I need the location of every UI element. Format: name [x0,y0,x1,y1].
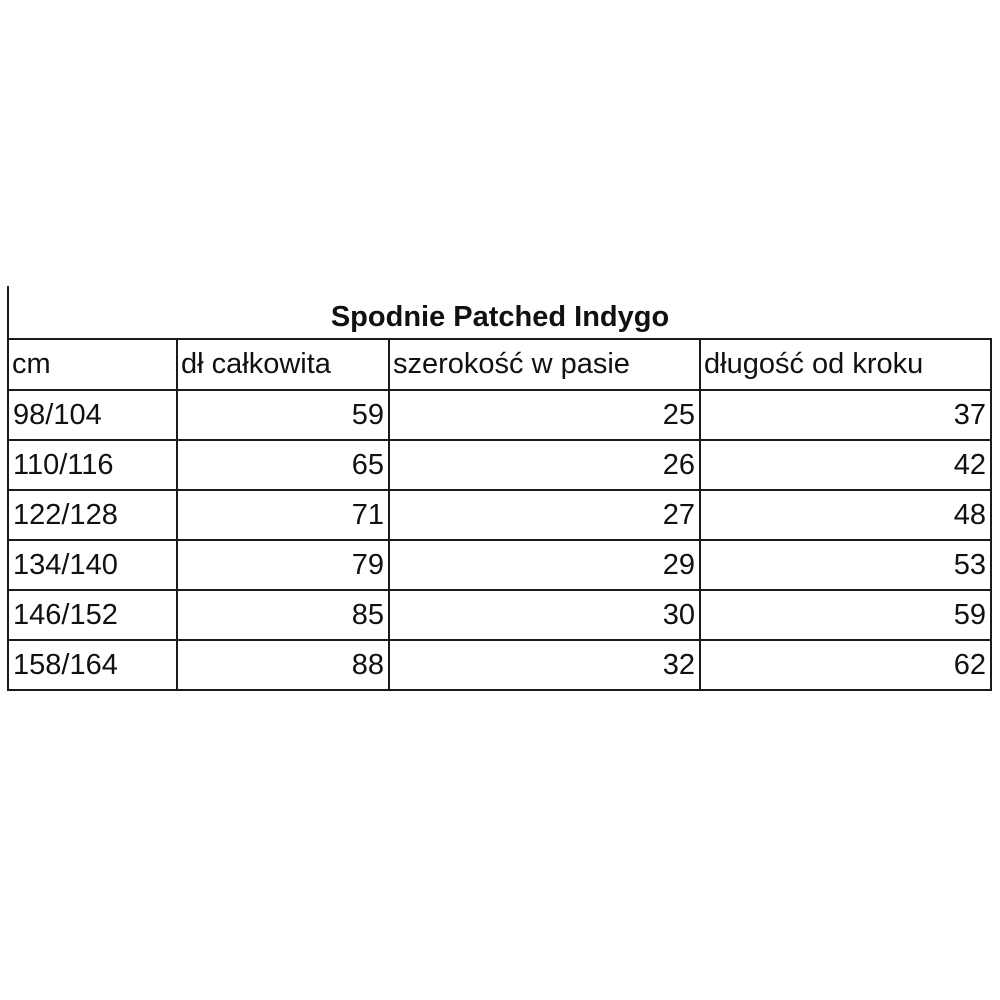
total-length-cell: 85 [177,590,389,640]
inseam-cell: 42 [700,440,991,490]
waist-width-cell: 27 [389,490,700,540]
size-chart-table [7,286,992,691]
inseam-cell: 48 [700,490,991,540]
total-length-cell: 79 [177,540,389,590]
table-title: Spodnie Patched Indygo [8,286,991,339]
header-cm: cm [8,339,177,390]
title-row [8,286,991,339]
size-cell: 98/104 [8,390,177,440]
waist-width-cell: 29 [389,540,700,590]
total-length-cell: 71 [177,490,389,540]
size-cell: 110/116 [8,440,177,490]
table-row [8,490,991,540]
total-length-cell: 65 [177,440,389,490]
size-cell: 122/128 [8,490,177,540]
total-length-cell: 88 [177,640,389,690]
header-inseam: długość od kroku [700,339,991,390]
table-row [8,590,991,640]
inseam-cell: 53 [700,540,991,590]
header-total-length: dł całkowita [177,339,389,390]
total-length-cell: 59 [177,390,389,440]
inseam-cell: 59 [700,590,991,640]
table-row [8,440,991,490]
header-row [8,339,991,390]
table-row [8,390,991,440]
table-row [8,640,991,690]
size-cell: 146/152 [8,590,177,640]
waist-width-cell: 26 [389,440,700,490]
waist-width-cell: 25 [389,390,700,440]
table-row [8,540,991,590]
waist-width-cell: 32 [389,640,700,690]
size-cell: 158/164 [8,640,177,690]
inseam-cell: 62 [700,640,991,690]
waist-width-cell: 30 [389,590,700,640]
inseam-cell: 37 [700,390,991,440]
header-waist-width: szerokość w pasie [389,339,700,390]
size-cell: 134/140 [8,540,177,590]
